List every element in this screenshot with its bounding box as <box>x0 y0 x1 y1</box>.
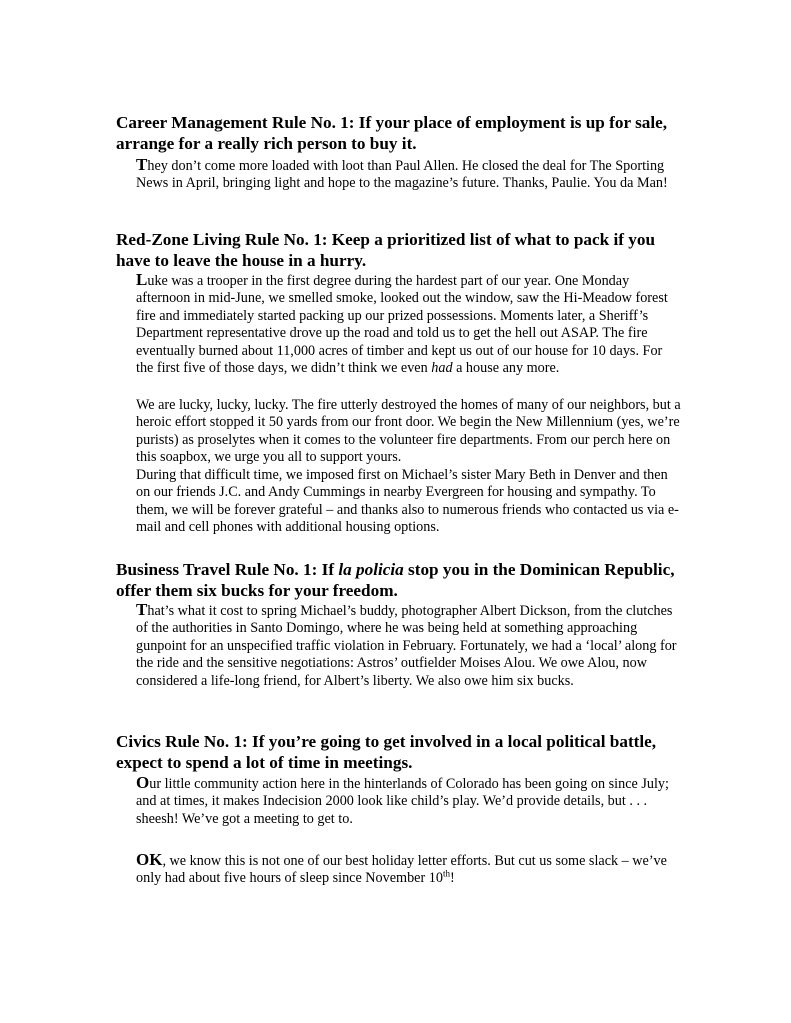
dropcap: L <box>136 270 148 289</box>
heading-text: Business Travel Rule No. 1: If <box>116 560 339 579</box>
dropcap: T <box>136 155 148 174</box>
career-management-heading: Career Management Rule No. 1: If your place of employment is up for sale, arrange for a really rich person to buy it. <box>116 113 668 153</box>
dropcap: T <box>136 600 148 619</box>
red-zone-paragraph-3: During that difficult time, we imposed first on Michael’s sister Mary Beth in Denver and then on our friends J.C. and Andy Cummings in nearby Evergreen for housing and sympathy. To them, we will be forever grateful – and thanks also to numerous friends who contacted us via e-mail and cell phones with additional housing options. <box>136 467 679 536</box>
paragraph-text: hat’s what it cost to spring Michael’s buddy, photographer Albert Dickson, from the clutches of the authorities in Santo Domingo, where he was being held at something approaching gunpoint for an unspecified traffic violation in February. Fortunately, we had a ‘local’ along for the ride and the sensitive negotiations: Astros’ outfielder Moises Alou. We owe Alou, now considered a life-long friend, for Albert’s liberty. We also owe him six bucks. <box>136 603 677 689</box>
heading-text-end: stop you in the Dominican Republic, offer them six bucks for your freedom. <box>116 560 675 600</box>
closing-paragraph <box>116 851 682 888</box>
dropcap: O <box>136 773 150 792</box>
career-management-paragraph <box>116 156 682 193</box>
closing-lead: OK <box>136 850 163 869</box>
emphasis-text: had <box>431 360 453 377</box>
closing-text: , we know this is not one of our best holiday letter efforts. But cut us some slack – we’ve only had about five hours of sleep since November 10 <box>136 853 667 887</box>
closing-superscript: th <box>442 868 450 879</box>
civics-paragraph <box>116 774 682 828</box>
red-zone-heading: Red-Zone Living Rule No. 1: Keep a prioritized list of what to pack if you have to leave the house in a hurry. <box>116 230 656 270</box>
business-travel-heading <box>116 559 686 601</box>
red-zone-paragraph-1 <box>116 271 682 377</box>
paragraph-text: ur little community action here in the hinterlands of Colorado has been going on since July; and at times, it makes Indecision 2000 look like child’s play. We’d provide details, but . . . sheesh! We’ve got a meeting to get to. <box>136 776 669 827</box>
paragraph-text: hey don’t come more loaded with loot than Paul Allen. He closed the deal for The Sporting News in April, bringing light and hope to the magazine’s future. Thanks, Paulie. You da Man! <box>136 158 668 192</box>
paragraph-text-end: a house any more. <box>452 360 560 377</box>
closing-end: ! <box>449 870 455 887</box>
red-zone-paragraph-2: We are lucky, lucky, lucky. The fire utterly destroyed the homes of many of our neighbors, but a heroic effort stopped it 50 yards from our front door. We begin the New Millennium (yes, we’re purists) as proselytes when it comes to the volunteer fire departments. From our perch here on this soapbox, we urge you all to support yours. <box>136 397 681 466</box>
civics-heading: Civics Rule No. 1: If you’re going to get involved in a local political battle, expect to spend a lot of time in meetings. <box>116 732 657 772</box>
business-travel-paragraph <box>116 601 682 690</box>
paragraph-text: uke was a trooper in the first degree during the hardest part of our year. One Monday afternoon in mid-June, we smelled smoke, looked out the window, saw the Hi-Meadow forest fire and immediately started packing up our prized possessions. Moments later, a Sheriff’s Department representative drove up the road and told us to get the hell out ASAP. The fire eventually burned about 11,000 acres of timber and kept us out of our house for 10 days. For the first five of those days, we didn’t think we even <box>136 273 668 377</box>
heading-emphasis: la policia <box>338 560 404 579</box>
